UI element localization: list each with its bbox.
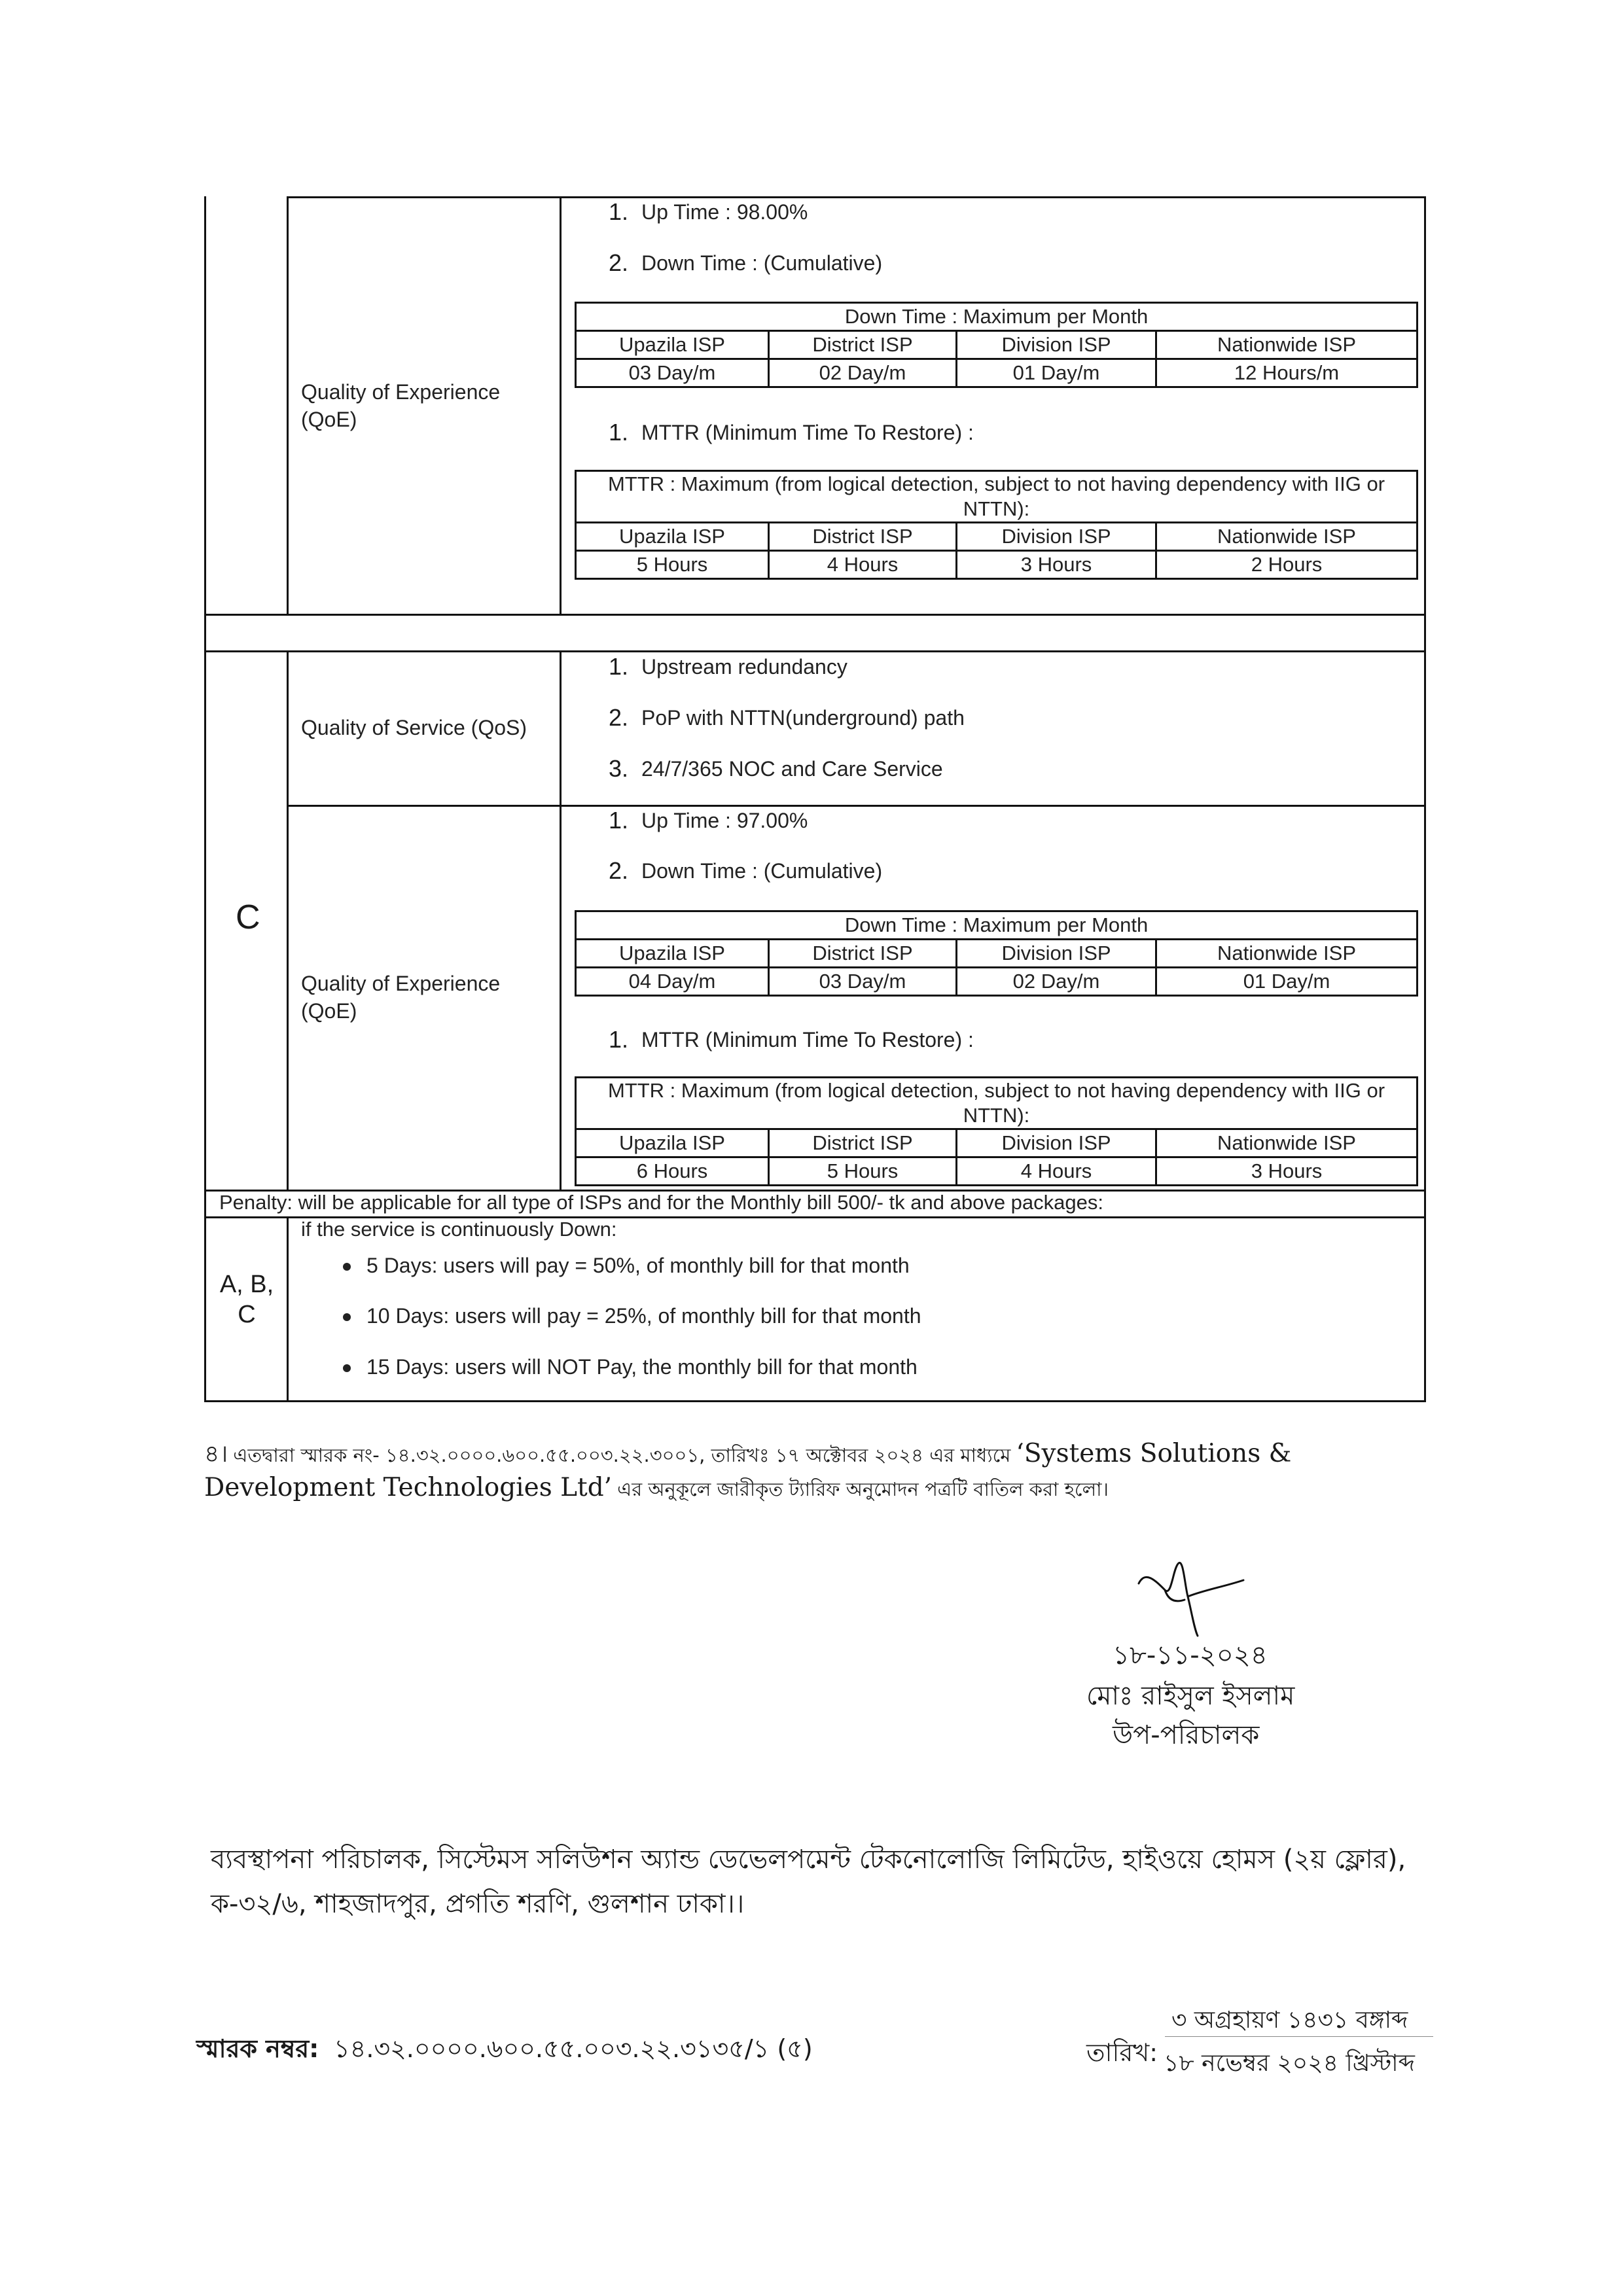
qos-item: PoP with NTTN(underground) path [641, 706, 965, 730]
table-cell: 02 Day/m [769, 359, 957, 387]
uptime-item: Up Time : 98.00% [641, 200, 808, 224]
mttr-caption-line2: NTTN): [963, 1104, 1030, 1127]
table-cell: 04 Day/m [576, 968, 769, 996]
paragraph-number: ৪। [204, 1441, 228, 1468]
category-c: C [236, 898, 260, 936]
list-number: 1. [609, 807, 629, 834]
table-cell: 5 Hours [769, 1157, 957, 1186]
paragraph-line-2 [204, 1474, 1109, 1504]
qos-item: Upstream redundancy [641, 655, 847, 679]
signatory-name: মোঃ রাইসুল ইসলাম [1086, 1681, 1295, 1711]
table-header: District ISP [769, 940, 957, 968]
company-name: ‘Systems Solutions & [1016, 1439, 1292, 1468]
table-cell: 12 Hours/m [1156, 359, 1418, 387]
table-header: District ISP [769, 1129, 957, 1157]
list-number: 2. [609, 857, 629, 884]
qoe-label: Quality of Experience (QoE) [301, 972, 501, 1023]
table-cell: 2 Hours [1156, 551, 1418, 579]
memo-label: স্মারক নম্বর: [196, 2034, 319, 2063]
table-cell: 4 Hours [769, 551, 957, 579]
qos-item: 24/7/365 NOC and Care Service [641, 757, 943, 781]
downtime-item: Down Time : (Cumulative) [641, 251, 883, 275]
penalty-bullet: 15 Days: users will NOT Pay, the monthly bill for that month [366, 1355, 918, 1379]
recipient-line-1: ব্যবস্থাপনা পরিচালক, সিস্টেমস সলিউশন অ্যান্ড ডেভেলপমেন্ট টেকনোলোজি লিমিটেড, হাইওয়ে হোমস (২য় ফ্লোর), [211, 1845, 1406, 1875]
table-header: Upazila ISP [576, 523, 769, 551]
list-number: 2. [609, 249, 629, 276]
list-number: 2. [609, 704, 629, 731]
table-header: District ISP [769, 331, 957, 359]
signature-image [1126, 1544, 1257, 1642]
uptime-item: Up Time : 97.00% [641, 809, 808, 832]
table-caption: Down Time : Maximum per Month [576, 911, 1418, 940]
table-header: District ISP [769, 523, 957, 551]
table-cell: 03 Day/m [576, 359, 769, 387]
table-header: Division ISP [957, 523, 1156, 551]
downtime-table [575, 302, 1418, 388]
table-header: Nationwide ISP [1156, 331, 1418, 359]
table-cell: 6 Hours [576, 1157, 769, 1186]
table-cell: 03 Day/m [769, 968, 957, 996]
table-header: Nationwide ISP [1156, 523, 1418, 551]
table-header: Division ISP [957, 940, 1156, 968]
table-cell: 3 Hours [957, 551, 1156, 579]
table-caption: Down Time : Maximum per Month [576, 303, 1418, 331]
table-header: Division ISP [957, 1129, 1156, 1157]
date-label: তারিখ: [1086, 2038, 1158, 2067]
table-cell: 3 Hours [1156, 1157, 1418, 1186]
paragraph-line-1 [204, 1439, 1291, 1470]
company-name: Development Technologies Ltd’ [204, 1473, 613, 1502]
date-english: ১৮ নভেম্বর ২০২৪ খ্রিস্টাব্দ [1164, 2050, 1415, 2077]
paragraph-text: এতদ্বারা স্মারক নং- ১৪.৩২.০০০০.৬০০.৫৫.০০৩.২২.৩০০১, তারিখঃ ১৭ অক্টোবর ২০২৪ এর মাধ্যমে [233, 1444, 1011, 1466]
penalty-category: A, B, C [219, 1271, 274, 1328]
qoe-label: Quality of Experience (QoE) [301, 380, 501, 431]
downtime-table [575, 910, 1418, 997]
table-header: Nationwide ISP [1156, 1129, 1418, 1157]
date-divider [1165, 2036, 1433, 2037]
list-number: 1. [609, 1026, 629, 1053]
table-header: Nationwide ISP [1156, 940, 1418, 968]
signatory-designation: উপ-পরিচালক [1113, 1720, 1260, 1750]
penalty-intro: if the service is continuously Down: [301, 1218, 617, 1241]
table-header: Upazila ISP [576, 331, 769, 359]
table-caption [576, 471, 1418, 523]
date-bangla: ৩ অগ্রহায়ণ ১৪৩১ বঙ্গাব্দ [1171, 2007, 1408, 2034]
bullet-icon [343, 1263, 351, 1271]
table-header: Upazila ISP [576, 1129, 769, 1157]
table-cell: 01 Day/m [957, 359, 1156, 387]
penalty-header: Penalty: will be applicable for all type of ISPs and for the Monthly bill 500/- tk and above packages: [219, 1191, 1103, 1214]
table-cell: 01 Day/m [1156, 968, 1418, 996]
mttr-item: MTTR (Minimum Time To Restore) : [641, 1028, 974, 1051]
mttr-caption-line2: NTTN): [963, 497, 1030, 520]
list-number: 1. [609, 419, 629, 446]
signature-date: ১৮-১১-২০২৪ [1113, 1640, 1268, 1670]
table-cell: 02 Day/m [957, 968, 1156, 996]
table-cell: 4 Hours [957, 1157, 1156, 1186]
memo-number: ১৪.৩২.০০০০.৬০০.৫৫.০০৩.২২.৩১৩৫/১ (৫) [334, 2034, 813, 2063]
penalty-bullet: 5 Days: users will pay = 50%, of monthly bill for that month [366, 1254, 910, 1277]
table-cell: 5 Hours [576, 551, 769, 579]
bullet-icon [343, 1313, 351, 1321]
table-header: Upazila ISP [576, 940, 769, 968]
mttr-caption-line1: MTTR : Maximum (from logical detection, subject to not having dependency with IIG or [607, 472, 1385, 495]
list-number: 1. [609, 653, 629, 680]
list-number: 3. [609, 755, 629, 782]
mttr-caption-line1: MTTR : Maximum (from logical detection, subject to not having dependency with IIG or [607, 1079, 1385, 1102]
qos-label: Quality of Service (QoS) [301, 716, 527, 739]
mttr-item: MTTR (Minimum Time To Restore) : [641, 421, 974, 444]
list-number: 1. [609, 198, 629, 225]
table-caption [576, 1078, 1418, 1129]
mttr-table [575, 1076, 1418, 1186]
mttr-table [575, 470, 1418, 580]
table-header: Division ISP [957, 331, 1156, 359]
downtime-item: Down Time : (Cumulative) [641, 859, 883, 883]
penalty-bullet: 10 Days: users will pay = 25%, of monthly bill for that month [366, 1304, 921, 1328]
bullet-icon [343, 1364, 351, 1372]
paragraph-text: এর অনুকূলে জারীকৃত ট্যারিফ অনুমোদন পত্রটি বাতিল করা হলো। [617, 1478, 1109, 1500]
recipient-line-2: ক-৩২/৬, শাহজাদপুর, প্রগতি শরণি, গুলশান ঢাকা।। [211, 1889, 745, 1919]
